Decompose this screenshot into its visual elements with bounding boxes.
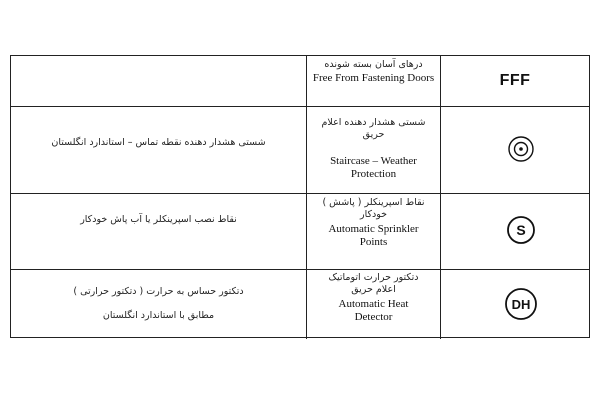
name-persian: نقاط اسپرینکلر ( پاشش ) خودکار bbox=[322, 197, 425, 220]
description-persian: شستی هشدار دهنده نقطه تماس – استاندارد انگلستان bbox=[51, 137, 266, 148]
description-cell bbox=[11, 56, 307, 106]
name-cell bbox=[307, 56, 441, 106]
description-cell bbox=[11, 270, 307, 339]
name-persian: دتکتور حرارت اتوماتیک اعلام حریق bbox=[328, 272, 419, 295]
name-persian: درهای آسان بسته شونده bbox=[324, 59, 423, 70]
symbol-cell bbox=[441, 194, 589, 269]
symbol-cell bbox=[441, 107, 589, 193]
fff-text-symbol: FFF bbox=[499, 72, 531, 89]
name-cell bbox=[307, 270, 441, 339]
table-row bbox=[11, 107, 589, 194]
concentric-circle-dot-icon bbox=[507, 135, 535, 163]
description-persian-line-2: مطابق با استاندارد انگلستان bbox=[102, 310, 215, 321]
circle-s-icon bbox=[506, 215, 536, 245]
circle-dh-icon bbox=[504, 287, 538, 321]
name-cell bbox=[307, 194, 441, 269]
description-persian-line-1: دتکتور حساس به حرارت ( دتکتور حرارتی ) bbox=[73, 286, 244, 297]
name-english: Automatic Sprinkler Points bbox=[328, 223, 419, 248]
name-persian: شستی هشدار دهنده اعلام حریق bbox=[321, 117, 426, 140]
svg-text:S: S bbox=[516, 222, 526, 238]
symbols-table bbox=[10, 55, 590, 338]
name-english: Free From Fastening Doors bbox=[312, 72, 435, 84]
table-row bbox=[11, 56, 589, 107]
description-cell bbox=[11, 194, 307, 269]
description-persian: نقاط نصب اسپرینکلر یا آب پاش خودکار bbox=[80, 214, 237, 225]
name-english: Automatic Heat Detector bbox=[338, 298, 409, 323]
name-english: Staircase – Weather Protection bbox=[330, 155, 417, 180]
description-cell bbox=[11, 107, 307, 193]
name-cell bbox=[307, 107, 441, 193]
symbol-cell bbox=[441, 56, 589, 106]
table-row bbox=[11, 194, 589, 270]
symbol-cell bbox=[441, 270, 589, 339]
svg-text:DH: DH bbox=[511, 297, 531, 312]
table-row bbox=[11, 270, 589, 339]
